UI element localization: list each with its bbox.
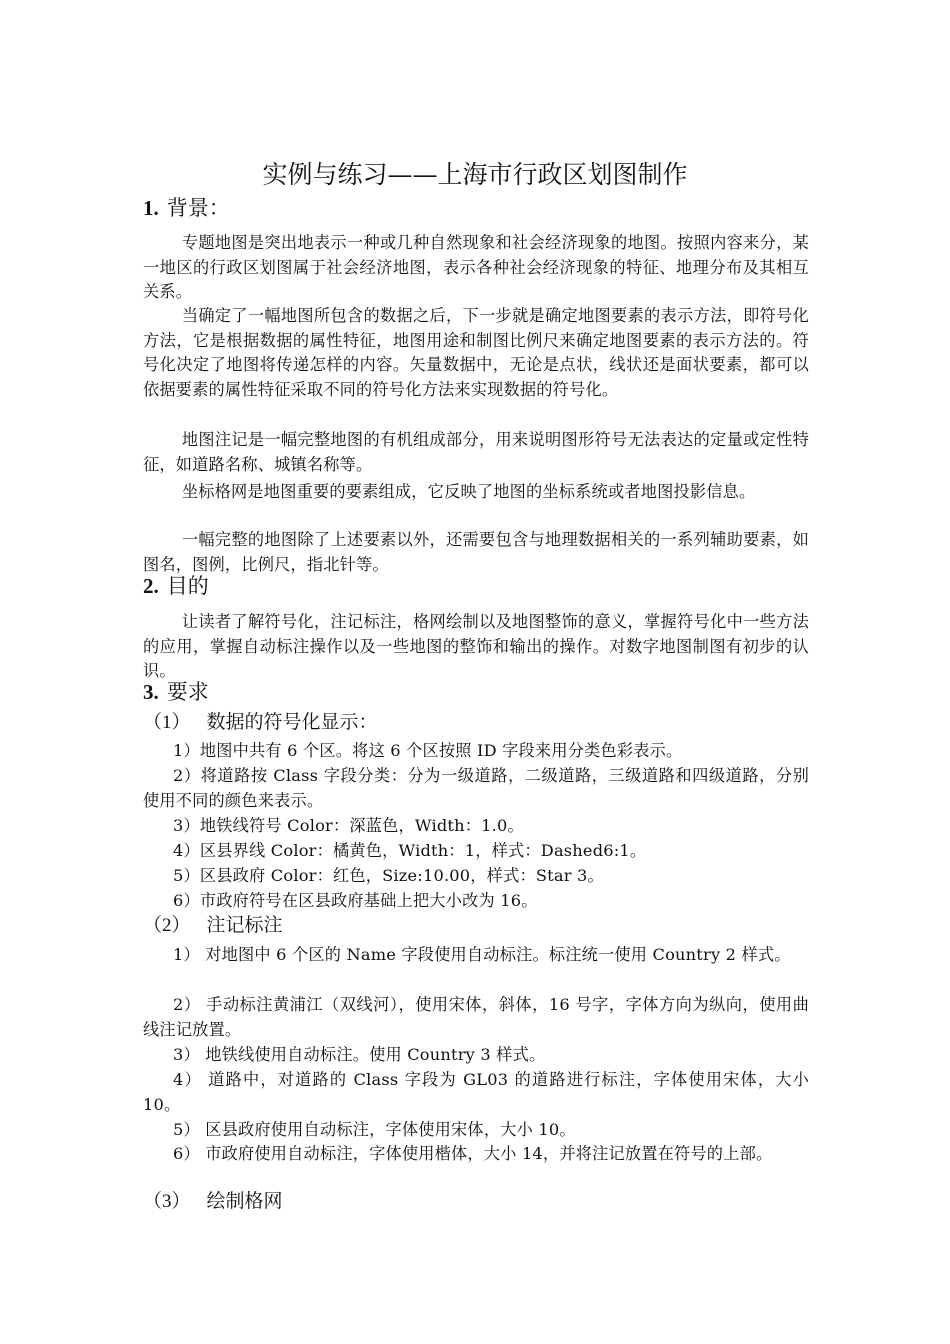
section-title: 背景： [166, 196, 230, 220]
section-number: 3. [143, 680, 159, 704]
paragraph: 当确定了一幅地图所包含的数据之后，下一步就是确定地图要素的表示方法，即符号化方法，它是根据数据的属性特征，地图用途和制图比例尺来确定地图要素的表示方法的。符号化决定了地图将传递怎样的内容。矢量数据中，无论是点状，线状还是面状要素，都可以依据要素的属性特征采取不同的符号化方法来实现数据的符号化。 [143, 306, 809, 399]
subsection-heading-grid [143, 1188, 283, 1215]
subsection-number: （2） [143, 915, 191, 936]
section-number: 2. [143, 574, 159, 598]
paragraph: 专题地图是突出地表示一种或几种自然现象和社会经济现象的地图。按照内容来分，某一地区的行政区划图属于社会经济地图，表示各种社会经济现象的特征、地理分布及其相互关系。 [143, 233, 809, 301]
list-item: 4） 道路中，对道路的 Class 字段为 GL03 的道路进行标注，字体使用宋体，大小 10。 [143, 1070, 809, 1114]
paragraph: 一幅完整的地图除了上述要素以外，还需要包含与地理数据相关的一系列辅助要素，如图名，图例，比例尺，指北针等。 [143, 530, 809, 574]
subsection-heading-labeling [143, 912, 283, 939]
section-title: 目的 [166, 574, 209, 598]
list-item: 6） 市政府使用自动标注，字体使用楷体，大小 14，并将注记放置在符号的上部。 [173, 1144, 773, 1163]
subsection-number: （1） [143, 712, 191, 733]
list-item: 2） 手动标注黄浦江（双线河），使用宋体，斜体，16 号字，字体方向为纵向，使用曲线注记放置。 [143, 995, 809, 1039]
subsection-title: 绘制格网 [206, 1190, 283, 1212]
subsection-title: 数据的符号化显示： [206, 711, 378, 733]
paragraph: 坐标格网是地图重要的要素组成，它反映了地图的坐标系统或者地图投影信息。 [181, 482, 756, 501]
list-item: 5） 区县政府使用自动标注，字体使用宋体，大小 10。 [173, 1120, 576, 1139]
list-item: 1） 对地图中 6 个区的 Name 字段使用自动标注。标注统一使用 Country 2 样式。 [173, 945, 791, 964]
section-number: 1. [143, 196, 159, 220]
document-title: 实例与练习——上海市行政区划图制作 [262, 160, 688, 189]
subsection-heading-symbolization [143, 709, 378, 736]
section-heading-background [143, 194, 230, 222]
list-item: 2）将道路按 Class 字段分类：分为一级道路，二级道路，三级道路和四级道路，分别使用不同的颜色来表示。 [143, 766, 809, 810]
section-heading-requirements [143, 678, 209, 706]
list-item: 5）区县政府 Color：红色，Size:10.00，样式：Star 3。 [173, 866, 604, 885]
list-item: 3）地铁线符号 Color：深蓝色，Width：1.0。 [173, 816, 524, 835]
section-title: 要求 [166, 680, 209, 704]
list-item: 4）区县界线 Color：橘黄色，Width：1，样式：Dashed6:1。 [173, 841, 647, 860]
subsection-number: （3） [143, 1191, 191, 1212]
paragraph: 地图注记是一幅完整地图的有机组成部分，用来说明图形符号无法表达的定量或定性特征，如道路名称、城镇名称等。 [143, 430, 809, 474]
subsection-title: 注记标注 [206, 914, 283, 936]
list-item: 3） 地铁线使用自动标注。使用 Country 3 样式。 [173, 1045, 546, 1064]
list-item: 1）地图中共有 6 个区。将这 6 个区按照 ID 字段来用分类色彩表示。 [173, 741, 683, 760]
list-item: 6）市政府符号在区县政府基础上把大小改为 16。 [173, 891, 538, 910]
paragraph: 让读者了解符号化，注记标注，格网绘制以及地图整饰的意义，掌握符号化中一些方法的应用，掌握自动标注操作以及一些地图的整饰和输出的操作。对数字地图制图有初步的认识。 [143, 612, 809, 680]
section-heading-purpose [143, 572, 209, 600]
